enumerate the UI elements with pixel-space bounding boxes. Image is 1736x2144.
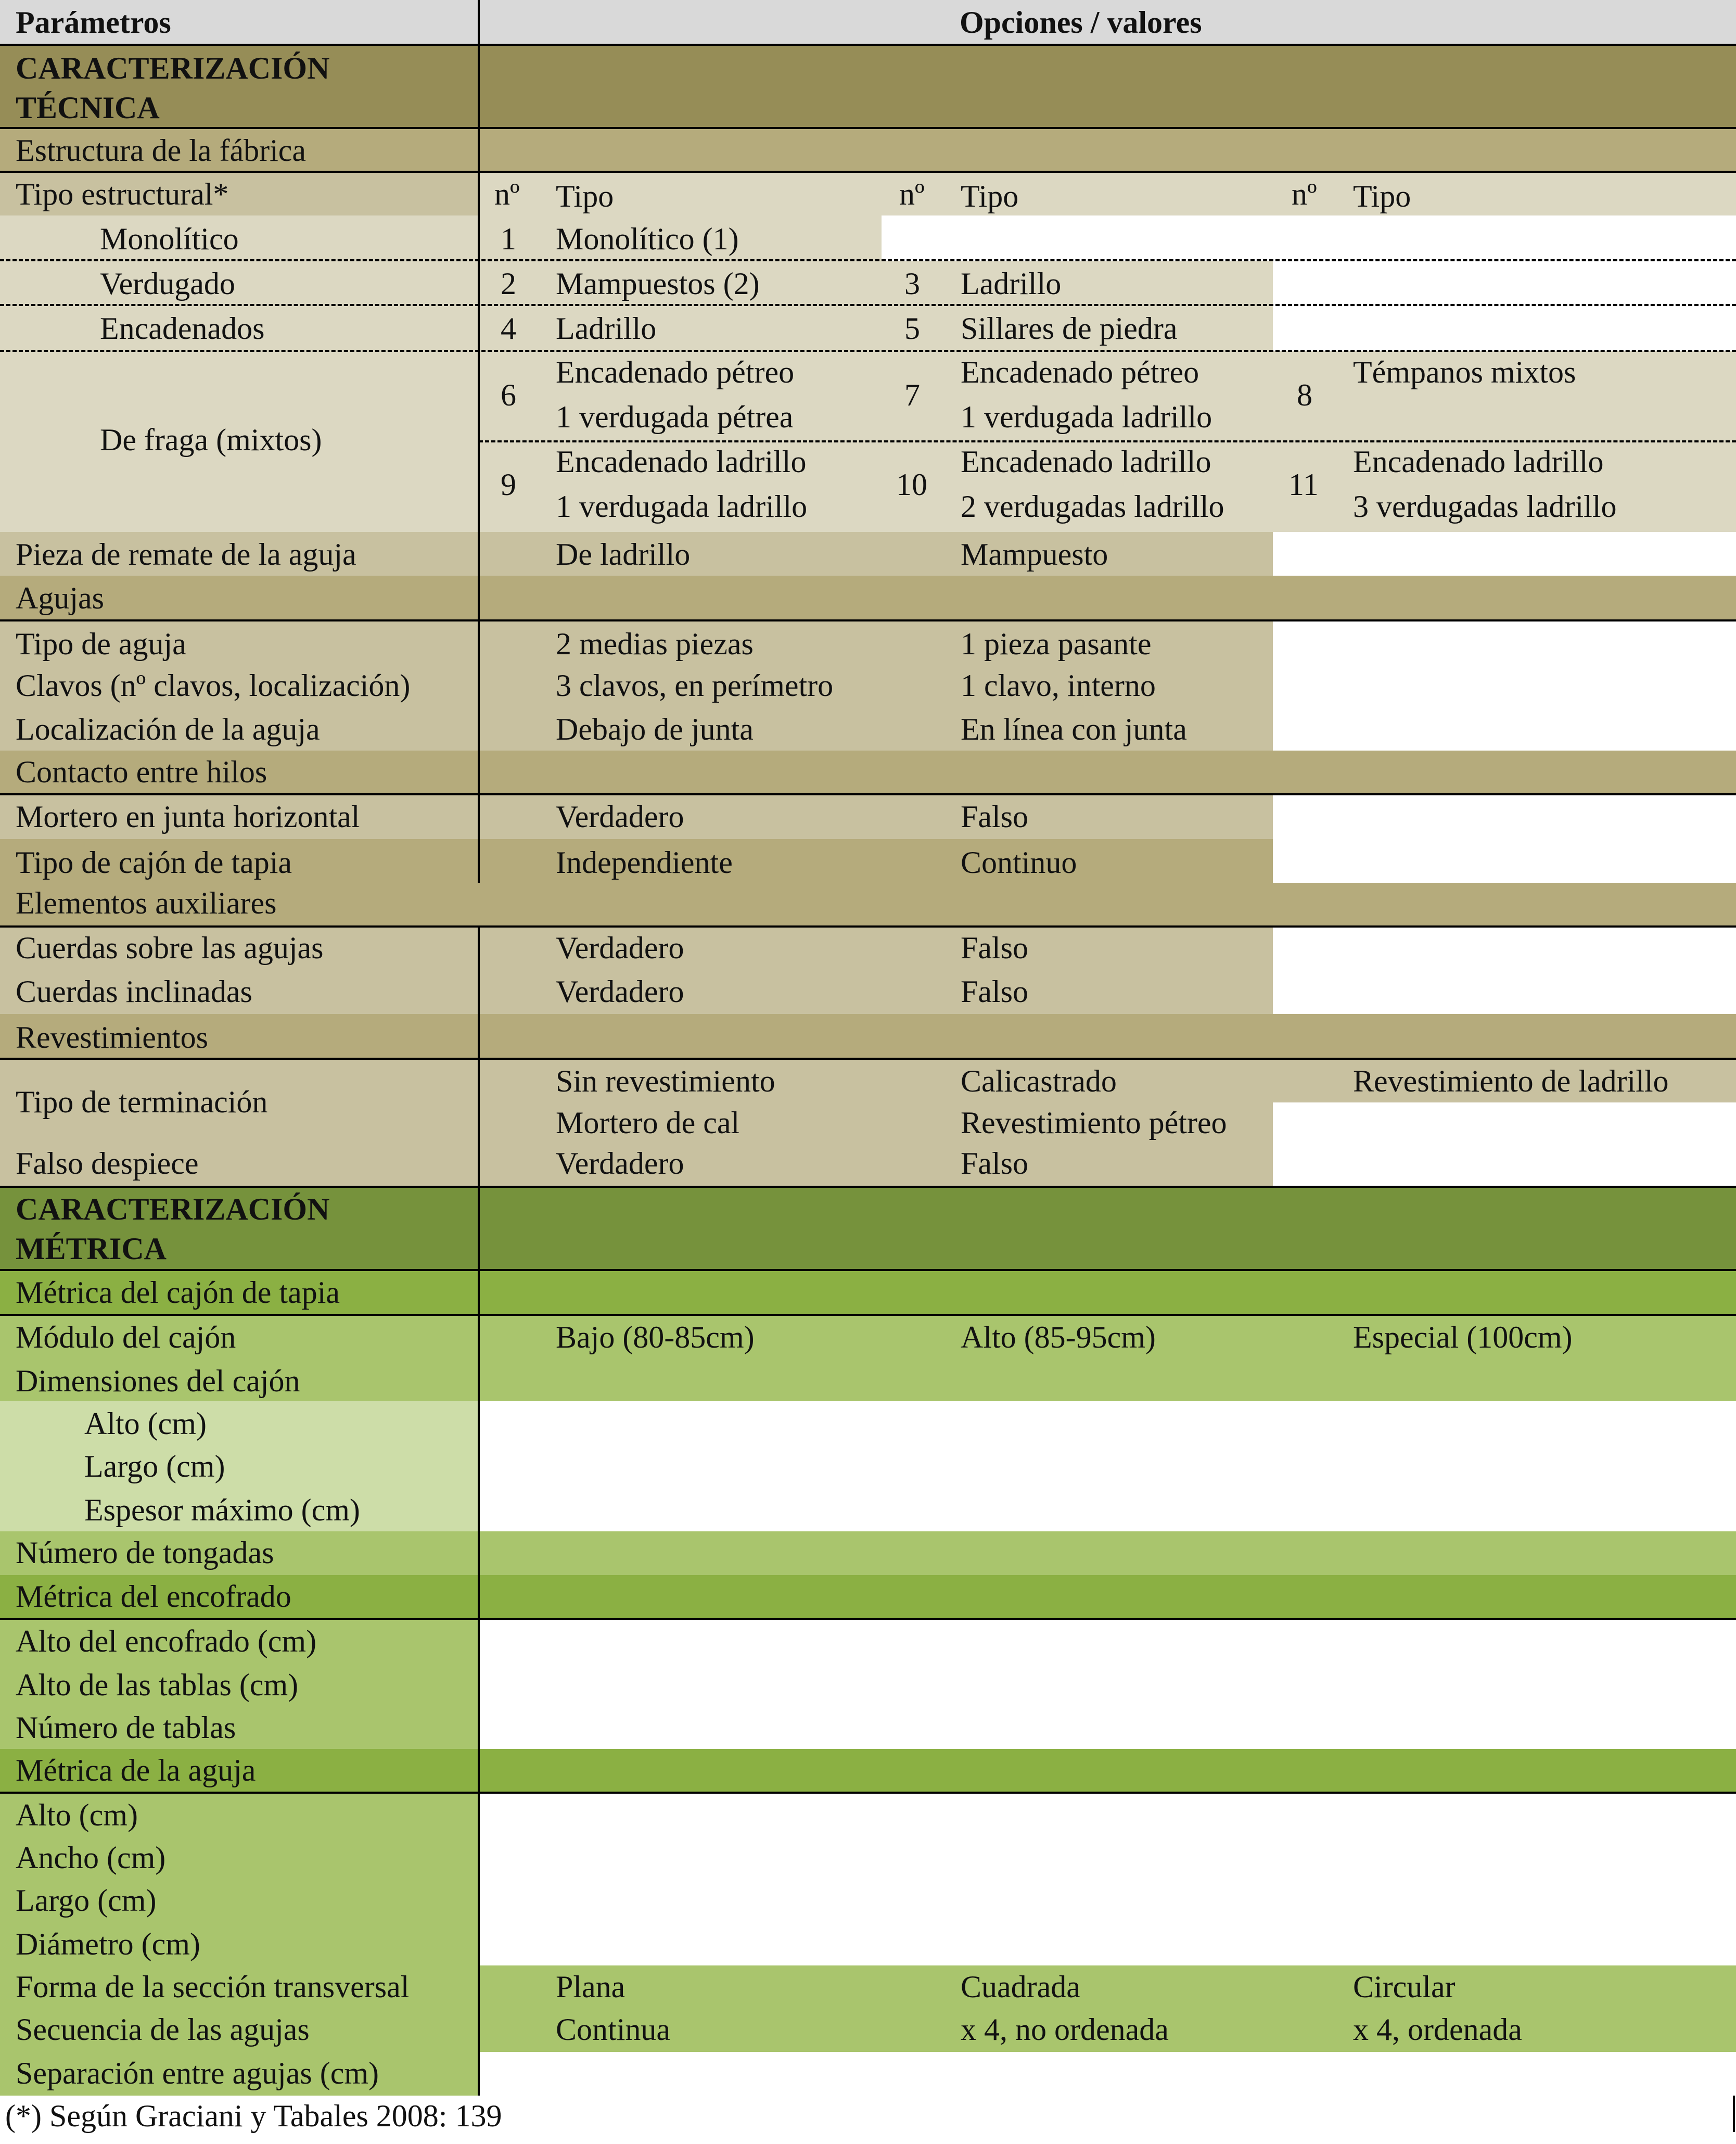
rule xyxy=(0,793,1736,795)
metrica-aguja-row xyxy=(0,1749,1736,1793)
aguja-detail-row xyxy=(0,1793,1736,2096)
rule xyxy=(0,1314,1736,1316)
fraga-n8: 8 xyxy=(1297,378,1312,412)
table-header xyxy=(0,0,1736,45)
verdugado-row xyxy=(0,261,1736,306)
secuencia-v2: x 4, no ordenada xyxy=(961,2012,1169,2047)
contacto-section-row xyxy=(0,751,1736,794)
tipo-aguja-label: Tipo de aguja xyxy=(16,627,186,661)
tipo-aguja-v2: 1 pieza pasante xyxy=(961,627,1152,661)
metrica-encofrado-label: Métrica del encofrado xyxy=(16,1579,291,1614)
de-fraga-label: De fraga (mixtos) xyxy=(100,423,322,457)
espesor-label: Espesor máximo (cm) xyxy=(84,1493,360,1527)
forma-v3: Circular xyxy=(1353,1970,1456,2004)
dashed-rule xyxy=(0,259,1736,261)
encadenados-row xyxy=(0,306,1736,351)
rule xyxy=(0,925,1736,928)
metrica-aguja-label: Métrica de la aguja xyxy=(16,1753,256,1787)
pieza-remate-v1: De ladrillo xyxy=(556,537,691,572)
cuerdas-incl-label: Cuerdas inclinadas xyxy=(16,974,252,1009)
localizacion-v2: En línea con junta xyxy=(961,712,1187,746)
tipo-header-2: Tipo xyxy=(961,179,1019,213)
tipo-terminacion-label: Tipo de terminación xyxy=(16,1085,268,1119)
localizacion-label: Localización de la aguja xyxy=(16,712,320,746)
dashed-rule xyxy=(0,350,1736,352)
terminacion-v1a: Sin revestimiento xyxy=(556,1064,775,1098)
secuencia-v3: x 4, ordenada xyxy=(1353,2012,1522,2047)
no-header-1: nº xyxy=(494,177,520,211)
rule xyxy=(0,1792,1736,1794)
falso-despiece-v2: Falso xyxy=(961,1146,1029,1181)
tongadas-row xyxy=(0,1531,1736,1575)
separacion-label: Separación entre agujas (cm) xyxy=(16,2056,379,2090)
dimensiones-label: Dimensiones del cajón xyxy=(16,1364,300,1398)
tipo-cajon-label: Tipo de cajón de tapia xyxy=(16,845,292,880)
metrica-title-line1: CARACTERIZACIÓN xyxy=(16,1192,330,1226)
pieza-remate-v2: Mampuesto xyxy=(961,537,1108,572)
monolitico-n1: 1 xyxy=(501,222,516,256)
modulo-v1: Bajo (80-85cm) xyxy=(556,1320,755,1354)
metrica-cajon-label: Métrica del cajón de tapia xyxy=(16,1275,340,1310)
mortero-junta-label: Mortero en junta horizontal xyxy=(16,800,360,834)
modulo-v2: Alto (85-95cm) xyxy=(961,1320,1156,1354)
monolitico-row xyxy=(0,215,1736,261)
verdugado-t1: Mampuestos (2) xyxy=(556,267,760,301)
fraga-t9b: 1 verdugada ladrillo xyxy=(556,489,808,524)
mortero-junta-v2: Falso xyxy=(961,800,1029,834)
fraga-t11a: Encadenado ladrillo xyxy=(1353,445,1604,479)
metrica-cajon-row xyxy=(0,1270,1736,1315)
contacto-section-label: Contacto entre hilos xyxy=(16,755,267,789)
header-parametros: Parámetros xyxy=(16,5,171,40)
encadenados-n2: 5 xyxy=(904,311,920,346)
fraga-t7b: 1 verdugada ladrillo xyxy=(961,400,1212,434)
modulo-row xyxy=(0,1315,1736,1401)
tipo-cajon-row xyxy=(0,839,1736,883)
tecnica-title-line1: CARACTERIZACIÓN xyxy=(16,51,330,85)
cuerdas-agujas-label: Cuerdas sobre las agujas xyxy=(16,931,324,965)
forma-label: Forma de la sección transversal xyxy=(16,1970,410,2004)
no-header-3: nº xyxy=(1292,177,1317,211)
cuerdas-incl-v2: Falso xyxy=(961,974,1029,1009)
clavos-label: Clavos (nº clavos, localización) xyxy=(16,668,411,703)
fraga-n10: 10 xyxy=(896,467,927,502)
rule xyxy=(0,44,1736,46)
fraga-t6b: 1 verdugada pétrea xyxy=(556,400,794,434)
aguja-diametro-label: Diámetro (cm) xyxy=(16,1927,200,1961)
encofrado-detail-row xyxy=(0,1619,1736,1749)
monolitico-label: Monolítico xyxy=(100,222,239,256)
fraga-t10a: Encadenado ladrillo xyxy=(961,445,1211,479)
encadenados-label: Encadenados xyxy=(100,311,265,346)
revestimientos-section-row xyxy=(0,1014,1736,1059)
tipo-header-1: Tipo xyxy=(556,179,614,213)
metrica-encofrado-row xyxy=(0,1575,1736,1619)
clavos-v1: 3 clavos, en perímetro xyxy=(556,668,834,703)
encadenados-t1: Ladrillo xyxy=(556,311,657,346)
alto-encofrado-label: Alto del encofrado (cm) xyxy=(16,1624,317,1658)
forma-v2: Cuadrada xyxy=(961,1970,1080,2004)
rule xyxy=(0,127,1736,129)
rule xyxy=(0,1058,1736,1060)
rule xyxy=(0,171,1736,173)
fraga-t6a: Encadenado pétreo xyxy=(556,355,795,389)
numero-tablas-label: Número de tablas xyxy=(16,1710,236,1745)
rule xyxy=(0,619,1736,621)
modulo-label: Módulo del cajón xyxy=(16,1320,236,1354)
monolitico-t1: Monolítico (1) xyxy=(556,222,739,256)
tipo-estructural-label: Tipo estructural* xyxy=(16,177,229,211)
tecnica-title-line2: TÉCNICA xyxy=(16,91,160,125)
verdugado-label: Verdugado xyxy=(100,267,235,301)
tipo-cajon-v2: Continuo xyxy=(961,845,1077,880)
rule xyxy=(0,1269,1736,1271)
tecnica-title-row xyxy=(0,45,1736,128)
encadenados-t2: Sillares de piedra xyxy=(961,311,1178,346)
tongadas-label: Número de tongadas xyxy=(16,1536,274,1570)
mortero-junta-row xyxy=(0,794,1736,839)
pieza-remate-label: Pieza de remate de la aguja xyxy=(16,537,356,572)
verdugado-n1: 2 xyxy=(501,267,516,301)
column-divider-bottom xyxy=(478,927,480,2096)
right-edge-mark xyxy=(1733,2096,1735,2132)
fraga-n7: 7 xyxy=(904,378,920,412)
fraga-t7a: Encadenado pétreo xyxy=(961,355,1199,389)
dashed-rule xyxy=(479,440,1736,442)
fraga-t10b: 2 verdugadas ladrillo xyxy=(961,489,1224,524)
metrica-title-line2: MÉTRICA xyxy=(16,1232,167,1266)
tipo-estructural-row xyxy=(0,172,1736,215)
no-header-2: nº xyxy=(899,177,925,211)
modulo-v3: Especial (100cm) xyxy=(1353,1320,1573,1354)
fraga-n11: 11 xyxy=(1288,467,1319,502)
dimensiones-detail-row xyxy=(0,1401,1736,1531)
falso-despiece-v1: Verdadero xyxy=(556,1146,684,1181)
metrica-title-row xyxy=(0,1187,1736,1270)
verdugado-n2: 3 xyxy=(904,267,920,301)
forma-v1: Plana xyxy=(556,1970,626,2004)
pieza-remate-row xyxy=(0,532,1736,576)
tipo-cajon-v1: Independiente xyxy=(556,845,733,880)
fraga-t9a: Encadenado ladrillo xyxy=(556,445,807,479)
rule xyxy=(0,1186,1736,1188)
alto-label: Alto (cm) xyxy=(84,1406,207,1441)
tipo-aguja-v1: 2 medias piezas xyxy=(556,627,754,661)
secuencia-v1: Continua xyxy=(556,2012,670,2047)
fraga-n6: 6 xyxy=(501,378,516,412)
clavos-v2: 1 clavo, interno xyxy=(961,668,1156,703)
elementos-aux-section-row xyxy=(0,883,1736,927)
encadenados-n1: 4 xyxy=(501,311,516,346)
cuerdas-agujas-v2: Falso xyxy=(961,931,1029,965)
header-opciones: Opciones / valores xyxy=(960,5,1202,40)
aguja-ancho-label: Ancho (cm) xyxy=(16,1841,166,1875)
alto-tablas-label: Alto de las tablas (cm) xyxy=(16,1668,299,1702)
falso-despiece-label: Falso despiece xyxy=(16,1146,199,1181)
cuerdas-agujas-v1: Verdadero xyxy=(556,931,684,965)
terminacion-v2a: Calicastrado xyxy=(961,1064,1117,1098)
elementos-aux-label: Elementos auxiliares xyxy=(16,886,277,920)
cuerdas-incl-v1: Verdadero xyxy=(556,974,684,1009)
mortero-junta-v1: Verdadero xyxy=(556,800,684,834)
fraga-n9: 9 xyxy=(501,467,516,502)
largo-label: Largo (cm) xyxy=(84,1449,225,1483)
footnote: (*) Según Graciani y Tabales 2008: 139 xyxy=(5,2099,502,2133)
rule xyxy=(0,1618,1736,1620)
terminacion-v3a: Revestimiento de ladrillo xyxy=(1353,1064,1669,1098)
localizacion-v1: Debajo de junta xyxy=(556,712,754,746)
estructura-row xyxy=(0,128,1736,172)
terminacion-row xyxy=(0,1059,1736,1187)
secuencia-label: Secuencia de las agujas xyxy=(16,2012,310,2047)
tipo-header-3: Tipo xyxy=(1353,179,1411,213)
terminacion-v1b: Mortero de cal xyxy=(556,1106,740,1140)
fraga-t8a: Témpanos mixtos xyxy=(1353,355,1576,389)
terminacion-v2b: Revestimiento pétreo xyxy=(961,1106,1227,1140)
agujas-detail-row xyxy=(0,620,1736,751)
aguja-largo-label: Largo (cm) xyxy=(16,1883,157,1918)
aguja-alto-label: Alto (cm) xyxy=(16,1798,138,1832)
cuerdas-row xyxy=(0,927,1736,1014)
dashed-rule xyxy=(0,304,1736,306)
verdugado-t2: Ladrillo xyxy=(961,267,1062,301)
fraga-t11b: 3 verdugadas ladrillo xyxy=(1353,489,1617,524)
agujas-section-label: Agujas xyxy=(16,581,104,615)
revestimientos-label: Revestimientos xyxy=(16,1020,208,1055)
agujas-section-row xyxy=(0,576,1736,620)
estructura-label: Estructura de la fábrica xyxy=(16,133,307,168)
